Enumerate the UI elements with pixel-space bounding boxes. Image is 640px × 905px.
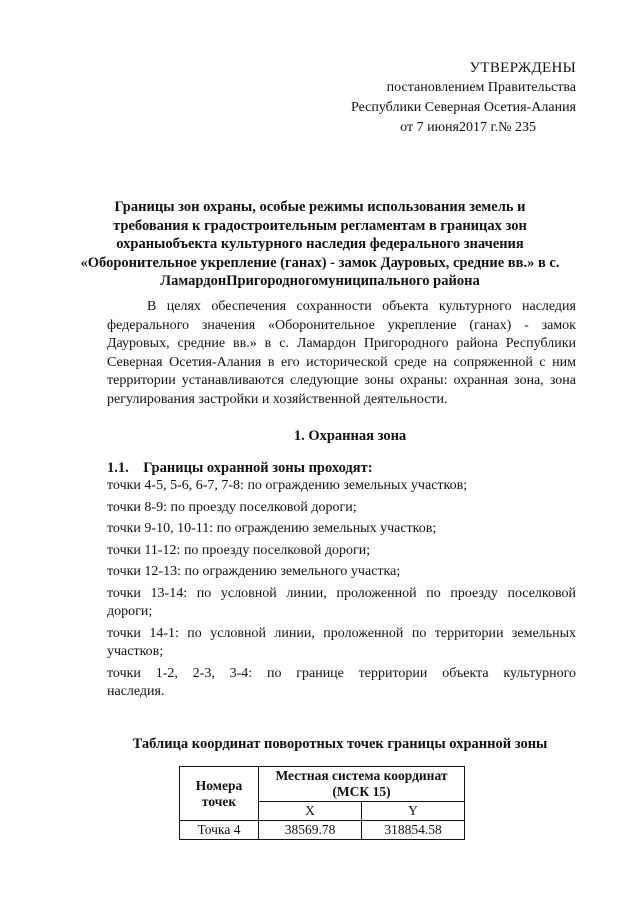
document-title <box>60 198 580 291</box>
list-item: точки 14-1: по условной линии, проложенной по территории земельных <box>107 625 576 641</box>
title-line: требования к градостроительным регламентам в границах зон <box>113 217 527 234</box>
list-item-continuation: участков; <box>107 644 164 659</box>
list-item: точки 4-5, 5-6, 6-7, 7-8: по ограждению земельных участков; <box>107 478 468 493</box>
header-text: Местная система координат <box>275 768 448 783</box>
cell-y: 318854.58 <box>362 821 465 840</box>
approval-date: от 7 июня2017 г.№ 235 <box>400 120 536 135</box>
title-line: Границы зон охраны, особые режимы использования земель и <box>114 199 526 215</box>
table-title: Таблица координат поворотных точек границы охранной зоны <box>132 736 548 752</box>
column-header-y: Y <box>362 802 465 821</box>
list-item: точки 12-13: по ограждению земельного участка; <box>107 564 401 579</box>
intro-paragraph: В целях обеспечения сохранности объекта культурного наследия федерального значения «Оборонительное укрепление (ганах) - замок Дауровых, средние вв.» в с. Ламардон Пригородного района Республики Северная Осетия-Алания в его исторической среде на сопряженной с ним территории устанавливаются следующие зоны охраны: охранная зона, зона регулирования застройки и хозяйственной деятельности. <box>107 299 576 407</box>
approval-heading: УТВЕРЖДЕНЫ <box>469 60 576 76</box>
subsection-heading: 1.1. Границы охранной зоны проходят: <box>107 460 373 476</box>
table-header-row <box>180 767 465 802</box>
cell-x: 38569.78 <box>259 821 362 840</box>
section-heading: 1. Охранная зона <box>293 428 407 444</box>
list-item-continuation: наследия. <box>107 684 165 699</box>
approval-block <box>351 58 576 138</box>
list-item: точки 1-2, 2-3, 3-4: по границе территории объекта культурного <box>107 665 576 681</box>
boundary-points-list <box>107 477 576 702</box>
column-header-points <box>180 767 259 821</box>
column-header-x: X <box>259 802 362 821</box>
header-text: точек <box>201 793 237 809</box>
header-text: (МСК 15) <box>332 784 391 799</box>
list-item: точки 9-10, 10-11: по ограждению земельных участков; <box>107 521 437 536</box>
approval-line: Республики Северная Осетия-Алания <box>351 100 576 115</box>
list-item: точки 13-14: по условной линии, проложенной по проезду поселковой <box>107 585 576 601</box>
list-item: точки 11-12: по проезду поселковой дороги; <box>107 542 371 558</box>
table-row <box>180 821 465 840</box>
list-item-continuation: дороги; <box>107 604 153 619</box>
coordinates-table <box>179 766 465 840</box>
column-header-system <box>259 767 465 802</box>
title-line: ЛамардонПригородногомуниципального района <box>160 273 480 289</box>
cell-point: Точка 4 <box>180 821 259 840</box>
header-text: Номера <box>195 777 243 793</box>
list-item: точки 8-9: по проезду поселковой дороги; <box>107 499 357 515</box>
title-line: охраныобъекта культурного наследия федерального значения <box>116 236 524 252</box>
approval-line: постановлением Правительства <box>386 80 576 95</box>
title-line: «Оборонительное укрепление (ганах) - замок Дауровых, средние вв.» в с. <box>80 254 560 271</box>
